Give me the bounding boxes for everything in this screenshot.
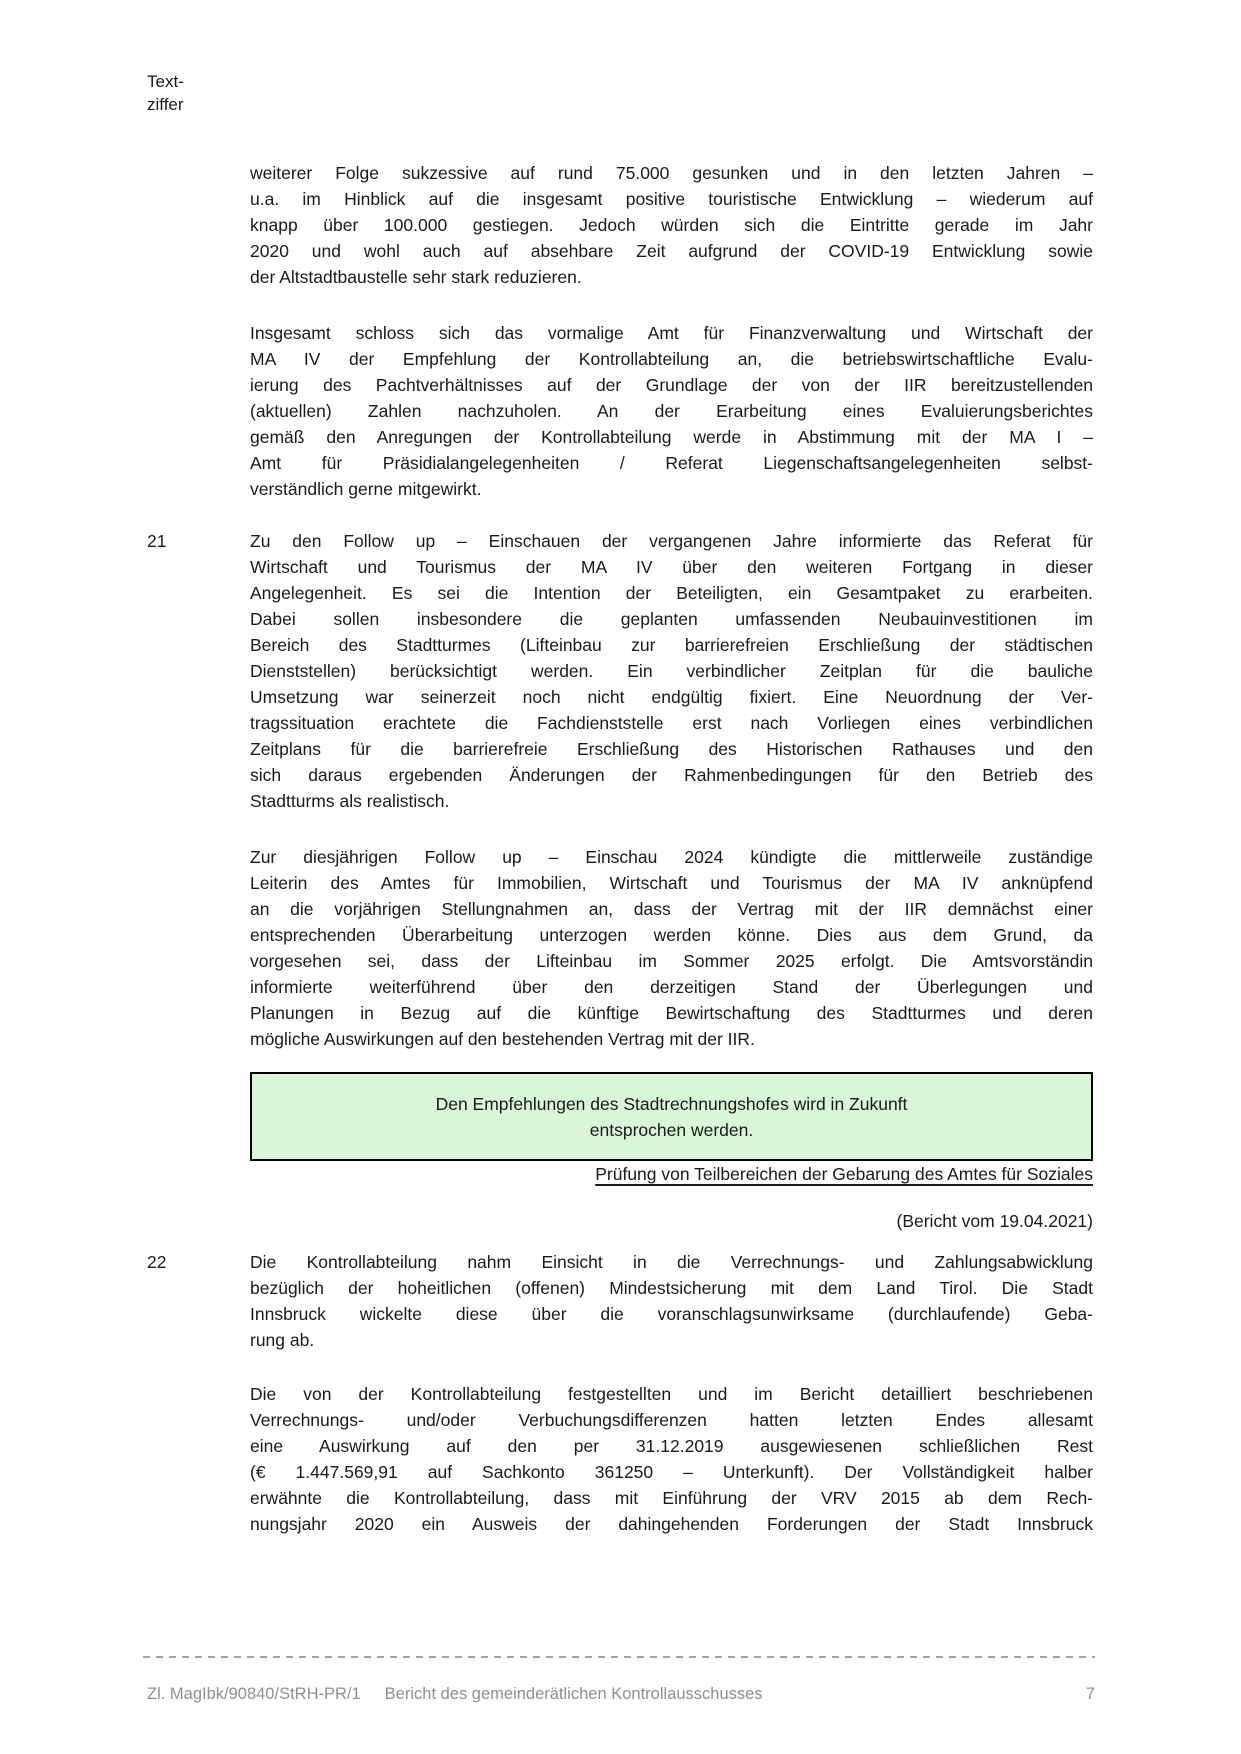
text-line: Stadtturms als realistisch. xyxy=(250,791,450,811)
body-paragraph xyxy=(250,160,1093,290)
text-line: rung ab. xyxy=(250,1330,315,1350)
text-line: nungsjahr 2020 ein Ausweis der dahingehenden Forderungen der Stadt Innsbruck xyxy=(250,1514,1093,1534)
footer-divider xyxy=(143,1656,1095,1658)
text-line: Zeitplans für die barrierefreie Erschließung des Historischen Rathauses und den xyxy=(250,739,1093,759)
text-line: Zur diesjährigen Follow up – Einschau 2024 kündigte die mittlerweile zuständige xyxy=(250,847,1093,867)
response-box xyxy=(250,1072,1093,1161)
text-line: erwähnte die Kontrollabteilung, dass mit Einführung der VRV 2015 ab dem Rech- xyxy=(250,1488,1093,1508)
textziffer-label-line: Text- xyxy=(147,72,184,91)
text-line: Die von der Kontrollabteilung festgestellten und im Bericht detailliert beschriebenen xyxy=(250,1384,1093,1404)
text-line: informierte weiterführend über den derzeitigen Stand der Überlegungen und xyxy=(250,977,1093,997)
body-paragraph xyxy=(250,844,1093,1052)
text-line: entsprechenden Überarbeitung unterzogen werden könne. Dies aus dem Grund, da xyxy=(250,925,1093,945)
text-line: (aktuellen) Zahlen nachzuholen. An der Erarbeitung eines Evaluierungsberichtes xyxy=(250,401,1093,421)
text-line: weiterer Folge sukzessive auf rund 75.000 gesunken und in den letzten Jahren – xyxy=(250,163,1093,183)
text-line: entsprochen werden. xyxy=(589,1120,754,1140)
textziffer-column-header xyxy=(147,70,184,116)
text-line: an die vorjährigen Stellungnahmen an, dass der Vertrag mit der IIR demnächst einer xyxy=(250,899,1093,919)
body-paragraph xyxy=(250,320,1093,502)
report-date-line: (Bericht vom 19.04.2021) xyxy=(896,1211,1093,1231)
page-number: 7 xyxy=(1085,1685,1095,1703)
text-line: u.a. im Hinblick auf die insgesamt positive touristische Entwicklung – wiederum auf xyxy=(250,189,1093,209)
textziffer-label-line: ziffer xyxy=(147,95,184,114)
text-line: tragssituation erachtete die Fachdienststelle erst nach Vorliegen eines verbindlichen xyxy=(250,713,1093,733)
text-line: Den Empfehlungen des Stadtrechnungshofes wird in Zukunft xyxy=(435,1094,908,1114)
body-paragraph xyxy=(250,1381,1093,1537)
text-line: sich daraus ergebenden Änderungen der Rahmenbedingungen für den Betrieb des xyxy=(250,765,1093,785)
text-line: Umsetzung war seinerzeit noch nicht endgültig fixiert. Eine Neuordnung der Ver- xyxy=(250,687,1093,707)
text-line: Innsbruck wickelte diese über die voranschlagsunwirksame (durchlaufende) Geba- xyxy=(250,1304,1093,1324)
text-line: Dienststellen) berücksichtigt werden. Ein verbindlicher Zeitplan für die bauliche xyxy=(250,661,1093,681)
text-line: Insgesamt schloss sich das vormalige Amt für Finanzverwaltung und Wirtschaft der xyxy=(250,323,1093,343)
section-heading-text: Prüfung von Teilbereichen der Gebarung des Amtes für Soziales xyxy=(595,1164,1093,1184)
text-line: 2020 und wohl auch auf absehbare Zeit aufgrund der COVID-19 Entwicklung sowie xyxy=(250,241,1093,261)
text-line: ierung des Pachtverhältnisses auf der Grundlage der von der IIR bereitzustellenden xyxy=(250,375,1093,395)
footer-reference: Zl. MagIbk/90840/StRH-PR/1 xyxy=(147,1685,361,1703)
text-line: bezüglich der hoheitlichen (offenen) Mindestsicherung mit dem Land Tirol. Die Stadt xyxy=(250,1278,1093,1298)
text-line: MA IV der Empfehlung der Kontrollabteilung an, die betriebswirtschaftliche Evalu- xyxy=(250,349,1093,369)
text-line: verständlich gerne mitgewirkt. xyxy=(250,479,482,499)
text-line: knapp über 100.000 gestiegen. Jedoch würden sich die Eintritte gerade im Jahr xyxy=(250,215,1093,235)
text-line: Leiterin des Amtes für Immobilien, Wirtschaft und Tourismus der MA IV anknüpfend xyxy=(250,873,1093,893)
text-line: Angelegenheit. Es sei die Intention der Beteiligten, ein Gesamtpaket zu erarbeiten. xyxy=(250,583,1093,603)
text-line: eine Auswirkung auf den per 31.12.2019 ausgewiesenen schließlichen Rest xyxy=(250,1436,1093,1456)
section-heading xyxy=(250,1161,1093,1187)
text-line: Wirtschaft und Tourismus der MA IV über den weiteren Fortgang in dieser xyxy=(250,557,1093,577)
textziffer-number: 22 xyxy=(147,1252,167,1272)
textziffer-number: 21 xyxy=(147,531,167,551)
text-line: Zu den Follow up – Einschauen der vergangenen Jahre informierte das Referat für xyxy=(250,531,1093,551)
text-line: Die Kontrollabteilung nahm Einsicht in die Verrechnungs- und Zahlungsabwicklung xyxy=(250,1252,1093,1272)
text-line: vorgesehen sei, dass der Lifteinbau im Sommer 2025 erfolgt. Die Amtsvorständin xyxy=(250,951,1093,971)
body-paragraph-numbered xyxy=(147,1249,1093,1353)
text-line: Verrechnungs- und/oder Verbuchungsdifferenzen hatten letzten Endes allesamt xyxy=(250,1410,1093,1430)
text-line: Planungen in Bezug auf die künftige Bewirtschaftung des Stadtturmes und deren xyxy=(250,1003,1093,1023)
body-paragraph-numbered xyxy=(147,528,1093,814)
text-line: Amt für Präsidialangelegenheiten / Referat Liegenschaftsangelegenheiten selbst- xyxy=(250,453,1093,473)
footer-report-title: Bericht des gemeinderätlichen Kontrollausschusses xyxy=(384,1685,763,1703)
text-line: Bereich des Stadtturmes (Lifteinbau zur barrierefreien Erschließung der städtischen xyxy=(250,635,1093,655)
text-line: (€ 1.447.569,91 auf Sachkonto 361250 – Unterkunft). Der Vollständigkeit halber xyxy=(250,1462,1093,1482)
text-line: gemäß den Anregungen der Kontrollabteilung werde in Abstimmung mit der MA I – xyxy=(250,427,1093,447)
text-line: mögliche Auswirkungen auf den bestehenden Vertrag mit der IIR. xyxy=(250,1029,755,1049)
text-line: Dabei sollen insbesondere die geplanten umfassenden Neubauinvestitionen im xyxy=(250,609,1093,629)
text-line: der Altstadtbaustelle sehr stark reduzieren. xyxy=(250,267,582,287)
